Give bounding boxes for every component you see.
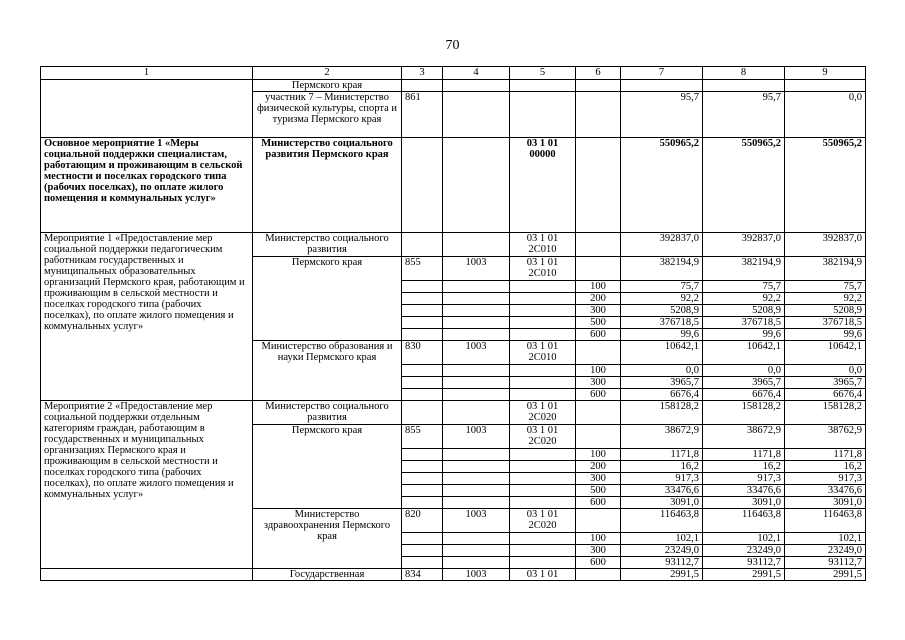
cell-activity-name: Мероприятие 1 «Предоставление мер социальной поддержки педагогическим работникам государственных и муниципальных образовательных организаций Пермского края, работающим и проживающим в сельской местности и поселках городского типа (рабочих поселках), по оплате жилого помещения и коммунальных услуг» — [41, 233, 253, 401]
cell-value: 1171,8 — [785, 449, 866, 461]
cell-expense-type: 500 — [576, 317, 621, 329]
cell-grbs: 830 — [402, 341, 443, 365]
cell-value: 3965,7 — [621, 377, 703, 389]
cell-value: 10642,1 — [621, 341, 703, 365]
cell-value: 99,6 — [703, 329, 785, 341]
cell-section: 1003 — [443, 341, 510, 365]
cell-value: 376718,5 — [621, 317, 703, 329]
cell-expense-type: 200 — [576, 461, 621, 473]
cell-executor: Министерство здравоохранения Пермского края — [253, 509, 402, 569]
cell-expense-type: 600 — [576, 557, 621, 569]
table-row — [41, 138, 866, 233]
cell-value: 6676,4 — [703, 389, 785, 401]
column-header: 8 — [703, 67, 785, 80]
column-header: 6 — [576, 67, 621, 80]
cell-value: 0,0 — [621, 365, 703, 377]
cell-value: 102,1 — [703, 533, 785, 545]
cell-value: 23249,0 — [621, 545, 703, 557]
cell-value: 3091,0 — [785, 497, 866, 509]
cell-value: 93112,7 — [785, 557, 866, 569]
cell-executor: Министерство социального развития Пермского края — [253, 138, 402, 233]
cell-csr: 03 1 01 2С020 — [510, 509, 576, 533]
cell-value: 99,6 — [785, 329, 866, 341]
cell-value: 0,0 — [785, 92, 866, 138]
table-row — [41, 80, 866, 92]
table-row — [41, 401, 866, 425]
cell-value: 95,7 — [703, 92, 785, 138]
cell-activity-name: Основное мероприятие 1 «Меры социальной поддержки специалистам, работающим и проживающим в сельской местности и поселках городского типа (рабочих поселках), по оплате жилого помещения и коммунальных услуг» — [41, 138, 253, 233]
cell-value: 3965,7 — [785, 377, 866, 389]
cell-executor: Министерство социального развития — [253, 401, 402, 425]
cell-value: 75,7 — [621, 281, 703, 293]
cell-value: 6676,4 — [785, 389, 866, 401]
cell-expense-type: 100 — [576, 533, 621, 545]
column-header: 2 — [253, 67, 402, 80]
cell-value: 550965,2 — [621, 138, 703, 233]
cell-value: 23249,0 — [703, 545, 785, 557]
cell-value: 5208,9 — [785, 305, 866, 317]
cell-value: 102,1 — [785, 533, 866, 545]
cell-value: 38672,9 — [621, 425, 703, 449]
cell-value: 1171,8 — [621, 449, 703, 461]
cell-value: 392837,0 — [621, 233, 703, 257]
table-row — [41, 569, 866, 581]
cell-value: 5208,9 — [703, 305, 785, 317]
cell-value: 33476,6 — [785, 485, 866, 497]
cell-section: 1003 — [443, 509, 510, 533]
cell-value: 376718,5 — [703, 317, 785, 329]
cell-executor: Пермского края — [253, 80, 402, 92]
cell-value: 2991,5 — [621, 569, 703, 581]
cell-expense-type: 600 — [576, 497, 621, 509]
column-header: 5 — [510, 67, 576, 80]
cell-value: 382194,9 — [621, 257, 703, 281]
cell-value: 382194,9 — [785, 257, 866, 281]
cell-activity-name: Мероприятие 2 «Предоставление мер социальной поддержки отдельным категориям граждан, работающим в государственных и муниципальных организациях Пермского края и проживающим в сельской местности и поселках городского типа (рабочих поселках), по оплате жилого помещения и коммунальных услуг» — [41, 401, 253, 569]
cell-value: 38672,9 — [703, 425, 785, 449]
cell-expense-type: 300 — [576, 473, 621, 485]
cell-value: 116463,8 — [785, 509, 866, 533]
cell-expense-type: 600 — [576, 389, 621, 401]
cell-value: 3091,0 — [621, 497, 703, 509]
cell-csr: 03 1 01 2С010 — [510, 233, 576, 257]
cell-csr: 03 1 01 00000 — [510, 138, 576, 233]
cell-executor: Министерство образования и науки Пермского края — [253, 341, 402, 401]
cell-section: 1003 — [443, 569, 510, 581]
cell-value: 917,3 — [703, 473, 785, 485]
cell-csr: 03 1 01 2С020 — [510, 425, 576, 449]
cell-expense-type: 300 — [576, 305, 621, 317]
cell-value: 75,7 — [703, 281, 785, 293]
cell-value: 16,2 — [703, 461, 785, 473]
cell-value: 2991,5 — [703, 569, 785, 581]
table-row — [41, 233, 866, 257]
column-header: 9 — [785, 67, 866, 80]
cell-expense-type: 100 — [576, 449, 621, 461]
cell-value: 16,2 — [621, 461, 703, 473]
cell-value: 99,6 — [621, 329, 703, 341]
cell-grbs: 820 — [402, 509, 443, 533]
cell-value: 10642,1 — [703, 341, 785, 365]
column-header: 1 — [41, 67, 253, 80]
cell-value: 116463,8 — [703, 509, 785, 533]
cell-section: 1003 — [443, 425, 510, 449]
cell-value: 102,1 — [621, 533, 703, 545]
cell-value: 0,0 — [703, 365, 785, 377]
cell-value: 917,3 — [785, 473, 866, 485]
cell-grbs: 834 — [402, 569, 443, 581]
cell-value: 3965,7 — [703, 377, 785, 389]
cell-value: 33476,6 — [621, 485, 703, 497]
cell-executor: Министерство социального развития — [253, 233, 402, 257]
cell-value: 382194,9 — [703, 257, 785, 281]
cell-executor: участник 7 – Министерство физической культуры, спорта и туризма Пермского края — [253, 92, 402, 138]
cell-value: 0,0 — [785, 365, 866, 377]
cell-value: 550965,2 — [785, 138, 866, 233]
cell-executor: Пермского края — [253, 257, 402, 341]
cell-value: 2991,5 — [785, 569, 866, 581]
cell-value: 6676,4 — [621, 389, 703, 401]
cell-value: 75,7 — [785, 281, 866, 293]
cell-value: 550965,2 — [703, 138, 785, 233]
cell-value: 93112,7 — [703, 557, 785, 569]
cell-value: 392837,0 — [703, 233, 785, 257]
cell-value: 92,2 — [621, 293, 703, 305]
cell-value: 116463,8 — [621, 509, 703, 533]
cell-value: 92,2 — [703, 293, 785, 305]
cell-executor: Государственная — [253, 569, 402, 581]
cell-value: 917,3 — [621, 473, 703, 485]
cell-section: 1003 — [443, 257, 510, 281]
cell-expense-type: 100 — [576, 281, 621, 293]
cell-csr: 03 1 01 2С010 — [510, 341, 576, 365]
cell-value: 38762,9 — [785, 425, 866, 449]
cell-csr: 03 1 01 2С010 — [510, 257, 576, 281]
cell-value: 158128,2 — [621, 401, 703, 425]
cell-grbs: 861 — [402, 92, 443, 138]
cell-value: 158128,2 — [703, 401, 785, 425]
cell-expense-type: 200 — [576, 293, 621, 305]
cell-grbs: 855 — [402, 425, 443, 449]
cell-value: 158128,2 — [785, 401, 866, 425]
cell-csr: 03 1 01 — [510, 569, 576, 581]
page-number: 70 — [445, 38, 460, 53]
column-header-row — [41, 67, 866, 80]
cell-expense-type: 500 — [576, 485, 621, 497]
cell-expense-type: 300 — [576, 545, 621, 557]
column-header: 4 — [443, 67, 510, 80]
cell-value: 5208,9 — [621, 305, 703, 317]
cell-value: 1171,8 — [703, 449, 785, 461]
cell-expense-type: 100 — [576, 365, 621, 377]
cell-value: 33476,6 — [703, 485, 785, 497]
cell-value: 3091,0 — [703, 497, 785, 509]
column-header: 3 — [402, 67, 443, 80]
cell-grbs: 855 — [402, 257, 443, 281]
cell-value: 23249,0 — [785, 545, 866, 557]
cell-value: 93112,7 — [621, 557, 703, 569]
column-header: 7 — [621, 67, 703, 80]
cell-csr: 03 1 01 2С020 — [510, 401, 576, 425]
cell-value: 95,7 — [621, 92, 703, 138]
cell-value: 392837,0 — [785, 233, 866, 257]
cell-executor: Пермского края — [253, 425, 402, 509]
cell-value: 16,2 — [785, 461, 866, 473]
budget-table — [40, 66, 866, 581]
cell-value: 376718,5 — [785, 317, 866, 329]
cell-value: 92,2 — [785, 293, 866, 305]
cell-empty — [41, 80, 253, 138]
cell-value: 10642,1 — [785, 341, 866, 365]
cell-expense-type: 600 — [576, 329, 621, 341]
cell-expense-type: 300 — [576, 377, 621, 389]
